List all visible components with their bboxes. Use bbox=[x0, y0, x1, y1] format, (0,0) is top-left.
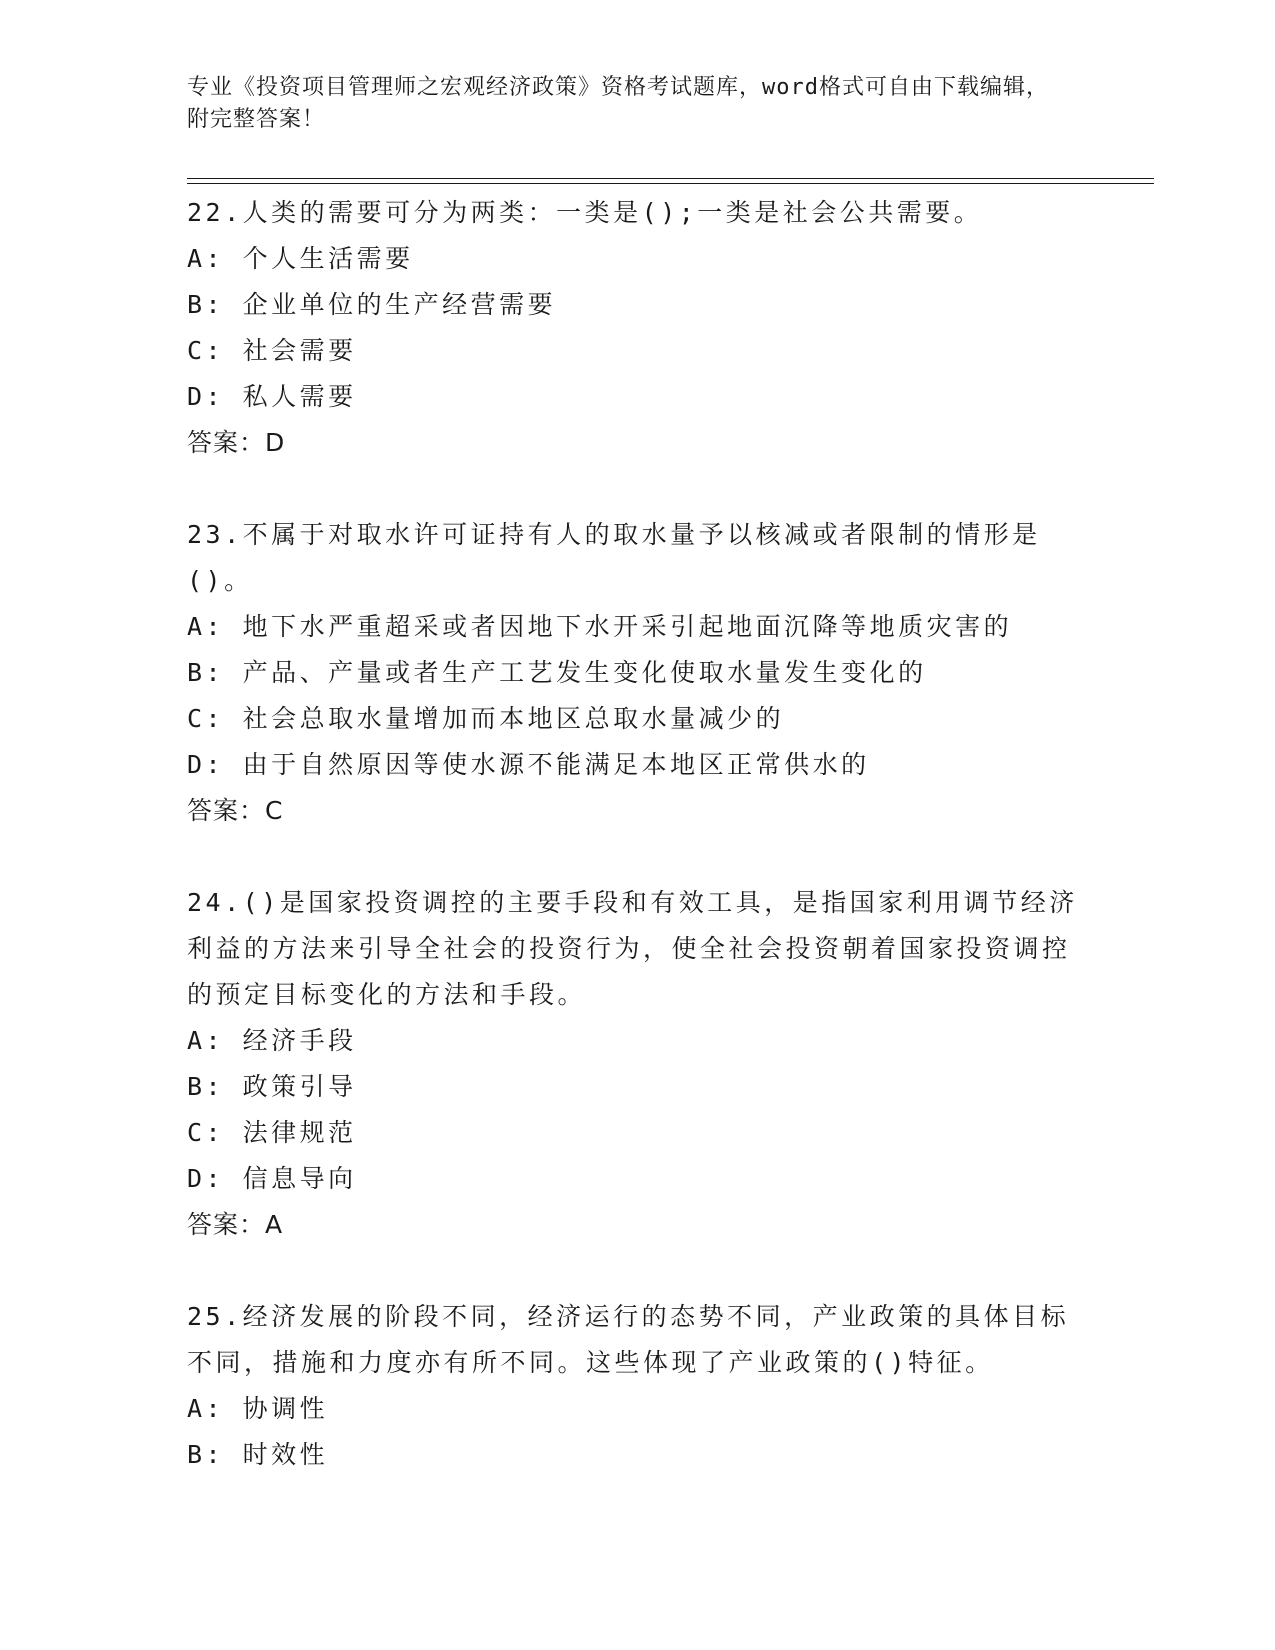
option-c: C: 法律规范 bbox=[187, 1118, 357, 1147]
question-24 bbox=[187, 880, 1087, 1248]
option-c: C: 社会总取水量增加而本地区总取水量减少的 bbox=[187, 704, 785, 733]
option-d: D: 由于自然原因等使水源不能满足本地区正常供水的 bbox=[187, 750, 870, 779]
option-b: B: 政策引导 bbox=[187, 1072, 357, 1101]
option-b: B: 时效性 bbox=[187, 1440, 329, 1469]
header-divider-second bbox=[187, 183, 1154, 184]
option-d: D: 信息导向 bbox=[187, 1164, 357, 1193]
option-a: A: 经济手段 bbox=[187, 1026, 357, 1055]
answer: 答案：A bbox=[187, 1210, 284, 1239]
question-text: 22.人类的需要可分为两类：一类是();一类是社会公共需要。 bbox=[187, 198, 983, 227]
document-header: 专业《投资项目管理师之宏观经济政策》资格考试题库，word格式可自由下载编辑，附完整答案！ bbox=[187, 75, 1049, 132]
answer: 答案：D bbox=[187, 428, 286, 457]
option-c: C: 社会需要 bbox=[187, 336, 357, 365]
option-b: B: 企业单位的生产经营需要 bbox=[187, 290, 557, 319]
option-a: A: 地下水严重超采或者因地下水开采引起地面沉降等地质灾害的 bbox=[187, 612, 1013, 641]
question-text: 25.经济发展的阶段不同，经济运行的态势不同，产业政策的具体目标不同，措施和力度亦有所不同。这些体现了产业政策的()特征。 bbox=[187, 1302, 1070, 1377]
option-d: D: 私人需要 bbox=[187, 382, 357, 411]
question-23 bbox=[187, 512, 1087, 834]
option-a: A: 协调性 bbox=[187, 1394, 329, 1423]
answer: 答案：C bbox=[187, 796, 284, 825]
header-divider bbox=[187, 178, 1154, 179]
question-text: 23.不属于对取水许可证持有人的取水量予以核减或者限制的情形是()。 bbox=[187, 520, 1041, 595]
question-text: 24.()是国家投资调控的主要手段和有效工具，是指国家利用调节经济利益的方法来引导全社会的投资行为，使全社会投资朝着国家投资调控的预定目标变化的方法和手段。 bbox=[187, 888, 1078, 1009]
question-22 bbox=[187, 190, 1087, 466]
option-b: B: 产品、产量或者生产工艺发生变化使取水量发生变化的 bbox=[187, 658, 927, 687]
question-list bbox=[187, 190, 1087, 1524]
option-a: A: 个人生活需要 bbox=[187, 244, 414, 273]
question-25 bbox=[187, 1294, 1087, 1478]
